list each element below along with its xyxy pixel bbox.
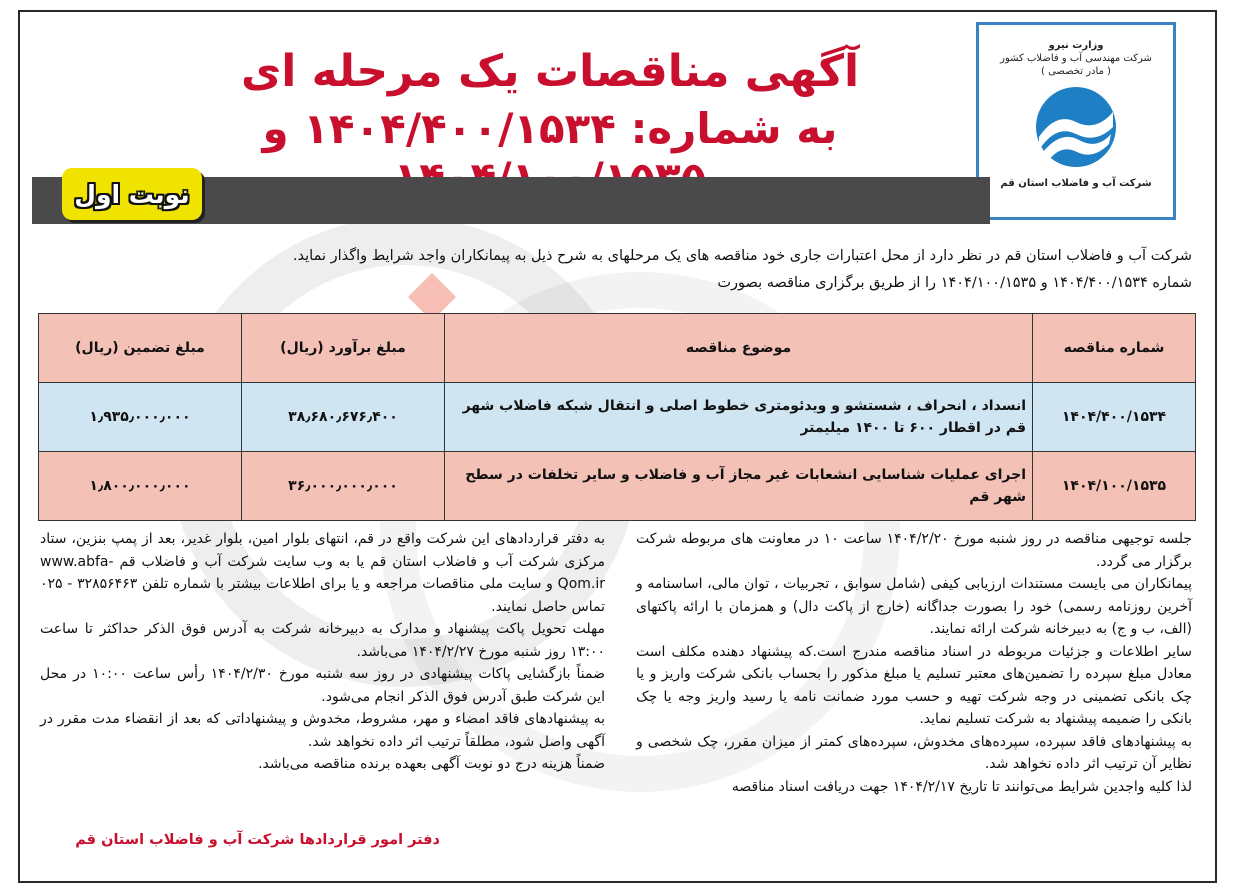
intro-line: شماره ۱۴۰۴/۴۰۰/۱۵۳۴ و ۱۴۰۴/۱۰۰/۱۵۳۵ را از طریق برگزاری مناقصه بصورت [717,275,1192,291]
logo-subtitle: ( مادر تخصصی ) [1041,66,1111,77]
condition-paragraph: سایر اطلاعات و جزئیات مربوطه در اسناد مناقصه مندرج است.که پیشنهاد دهنده مکلف است معادل مبلغ سپرده را تضمین‌های معتبر تسلیم یا مبلغ مذکور را بحساب بانکی شرکت واریز و یا چک بانکی تضمینی در وجه شرکت تهیه و حسب مورد ضمانت نامه یا رسید واریز وجه یا چک بانکی را ضمیمه پیشنهاد به شرکت تسلیم نماید. [636,643,1192,727]
tender-numbers-title: به شماره: ۱۴۰۴/۴۰۰/۱۵۳۴ و [262,104,838,153]
condition-paragraph: به پیشنهادهای فاقد سپرده، سپرده‌های مخدوش، سپرده‌های کمتر از میزان مقرر، چک شخصی و نظایر آن ترتیب اثر داده نخواهد شد. [636,733,1192,772]
header-estimate: مبلغ برآورد (ریال) [242,314,445,383]
condition-paragraph: به دفتر قراردادهای این شرکت واقع در قم، انتهای بلوار امین، بلوار غدیر، بعد از پمپ بنزین، ستاد مرکزی شرکت آب و فاضلاب استان قم یا به وب سایت شرکت آب و فاضلاب قم www.abfa-Qom.ir و سایت ملی مناقصات مراجعه و یا برای اطلاعات بیشتر با شماره تلفن ۳۲۸۵۶۴۶۳ - ۰۲۵ تماس حاصل نمایند. [40,531,605,615]
condition-paragraph: ضمناً هزینه درج دو نوبت آگهی بعهده برنده مناقصه می‌باشد. [258,756,605,772]
tender-topic: انسداد ، انحراف ، شستشو و ویدئومتری خطوط اصلی و انتقال شبکه فاضلاب شهر قم در اقطار ۶۰۰ تا ۱۴۰۰ میلیمتر [445,383,1033,452]
intro-paragraph [140,243,1192,297]
conditions-right-column [636,528,1192,798]
tender-number: ۱۴۰۴/۱۰۰/۱۵۳۵ [1033,452,1196,521]
table-row [39,452,1196,521]
logo-caption: شرکت آب و فاضلاب استان قم [1000,178,1152,189]
conditions-left-column [40,528,605,776]
condition-paragraph: به پیشنهادهای فاقد امضاء و مهر، مشروط، مخدوش و پیشنهاداتی که بعد از انقضاء مدت مقرر در آگهی واصل شود، مطلقاً ترتیب اثر داده نخواهد شد. [40,711,605,750]
condition-paragraph: ضمناً بازگشایی پاکات پیشنهادی در روز سه شنبه مورخ ۱۴۰۴/۲/۳۰ رأس ساعت ۱۰:۰۰ در محل این شرکت طبق آدرس فوق الذکر انجام می‌شود. [40,666,605,705]
logo-ministry: وزارت نیرو [1048,40,1104,51]
round-badge-label: نوبت اول [74,179,190,209]
condition-paragraph: لذا کلیه واجدین شرایط می‌توانند تا تاریخ ۱۴۰۴/۲/۱۷ جهت دریافت اسناد مناقصه [731,778,1192,795]
condition-paragraph: جلسه توجیهی مناقصه در روز شنبه مورخ ۱۴۰۴/۲/۲۰ ساعت ۱۰ در معاونت های مربوطه شرکت برگزار می گردد. [636,531,1193,570]
header-topic: موضوع مناقصه [445,314,1033,383]
round-badge [62,168,202,220]
condition-paragraph: مهلت تحویل پاکت پیشنهاد و مدارک به دبیرخانه شرکت به آدرس فوق الذکر حداکثر تا ساعت ۱۳:۰۰ روز شنبه مورخ ۱۴۰۴/۲/۲۷ می‌باشد. [40,621,605,660]
logo-company: شرکت مهندسی آب و فاضلاب کشور [1000,53,1152,64]
table-row [39,383,1196,452]
tender-estimate: ۳۸٫۶۸۰٫۶۷۶٫۴۰۰ [242,383,445,452]
tender-guarantee: ۱٫۹۳۵٫۰۰۰٫۰۰۰ [39,383,242,452]
header-guarantee: مبلغ تضمین (ریال) [39,314,242,383]
signature-line: دفتر امور قراردادها شرکت آب و فاضلاب استان قم [75,832,440,848]
condition-paragraph: پیمانکاران می بایست مستندات ارزیابی کیفی (شامل سوابق ، تجربیات ، توان مالی، اساسنامه و آخرین روزنامه رسمی) خود را بصورت جداگانه (خارج از پاکت دال) و همزمان با ارائه پاکتهای (الف، ب و ج) به دبیرخانه شرکت ارائه نمایند. [636,576,1192,637]
tender-topic: اجرای عملیات شناسایی انشعابات غیر مجاز آب و فاضلاب و سایر تخلفات در سطح شهر قم [445,452,1033,521]
tender-guarantee: ۱٫۸۰۰٫۰۰۰٫۰۰۰ [39,452,242,521]
company-logo [976,22,1176,220]
page-title: آگهی مناقصات یک مرحله ای [240,46,860,97]
tender-number: ۱۴۰۴/۴۰۰/۱۵۳۴ [1033,383,1196,452]
tender-estimate: ۳۶٫۰۰۰٫۰۰۰٫۰۰۰ [242,452,445,521]
tender-table [38,313,1196,521]
header-number: شماره مناقصه [1033,314,1196,383]
water-drop-icon [1021,82,1131,172]
intro-line: شرکت آب و فاضلاب استان قم در نظر دارد از محل اعتبارات جاری خود مناقصه های یک مرحلهای به شرح ذیل به پیمانکاران واجد شرایط واگذار نماید. [292,248,1192,264]
